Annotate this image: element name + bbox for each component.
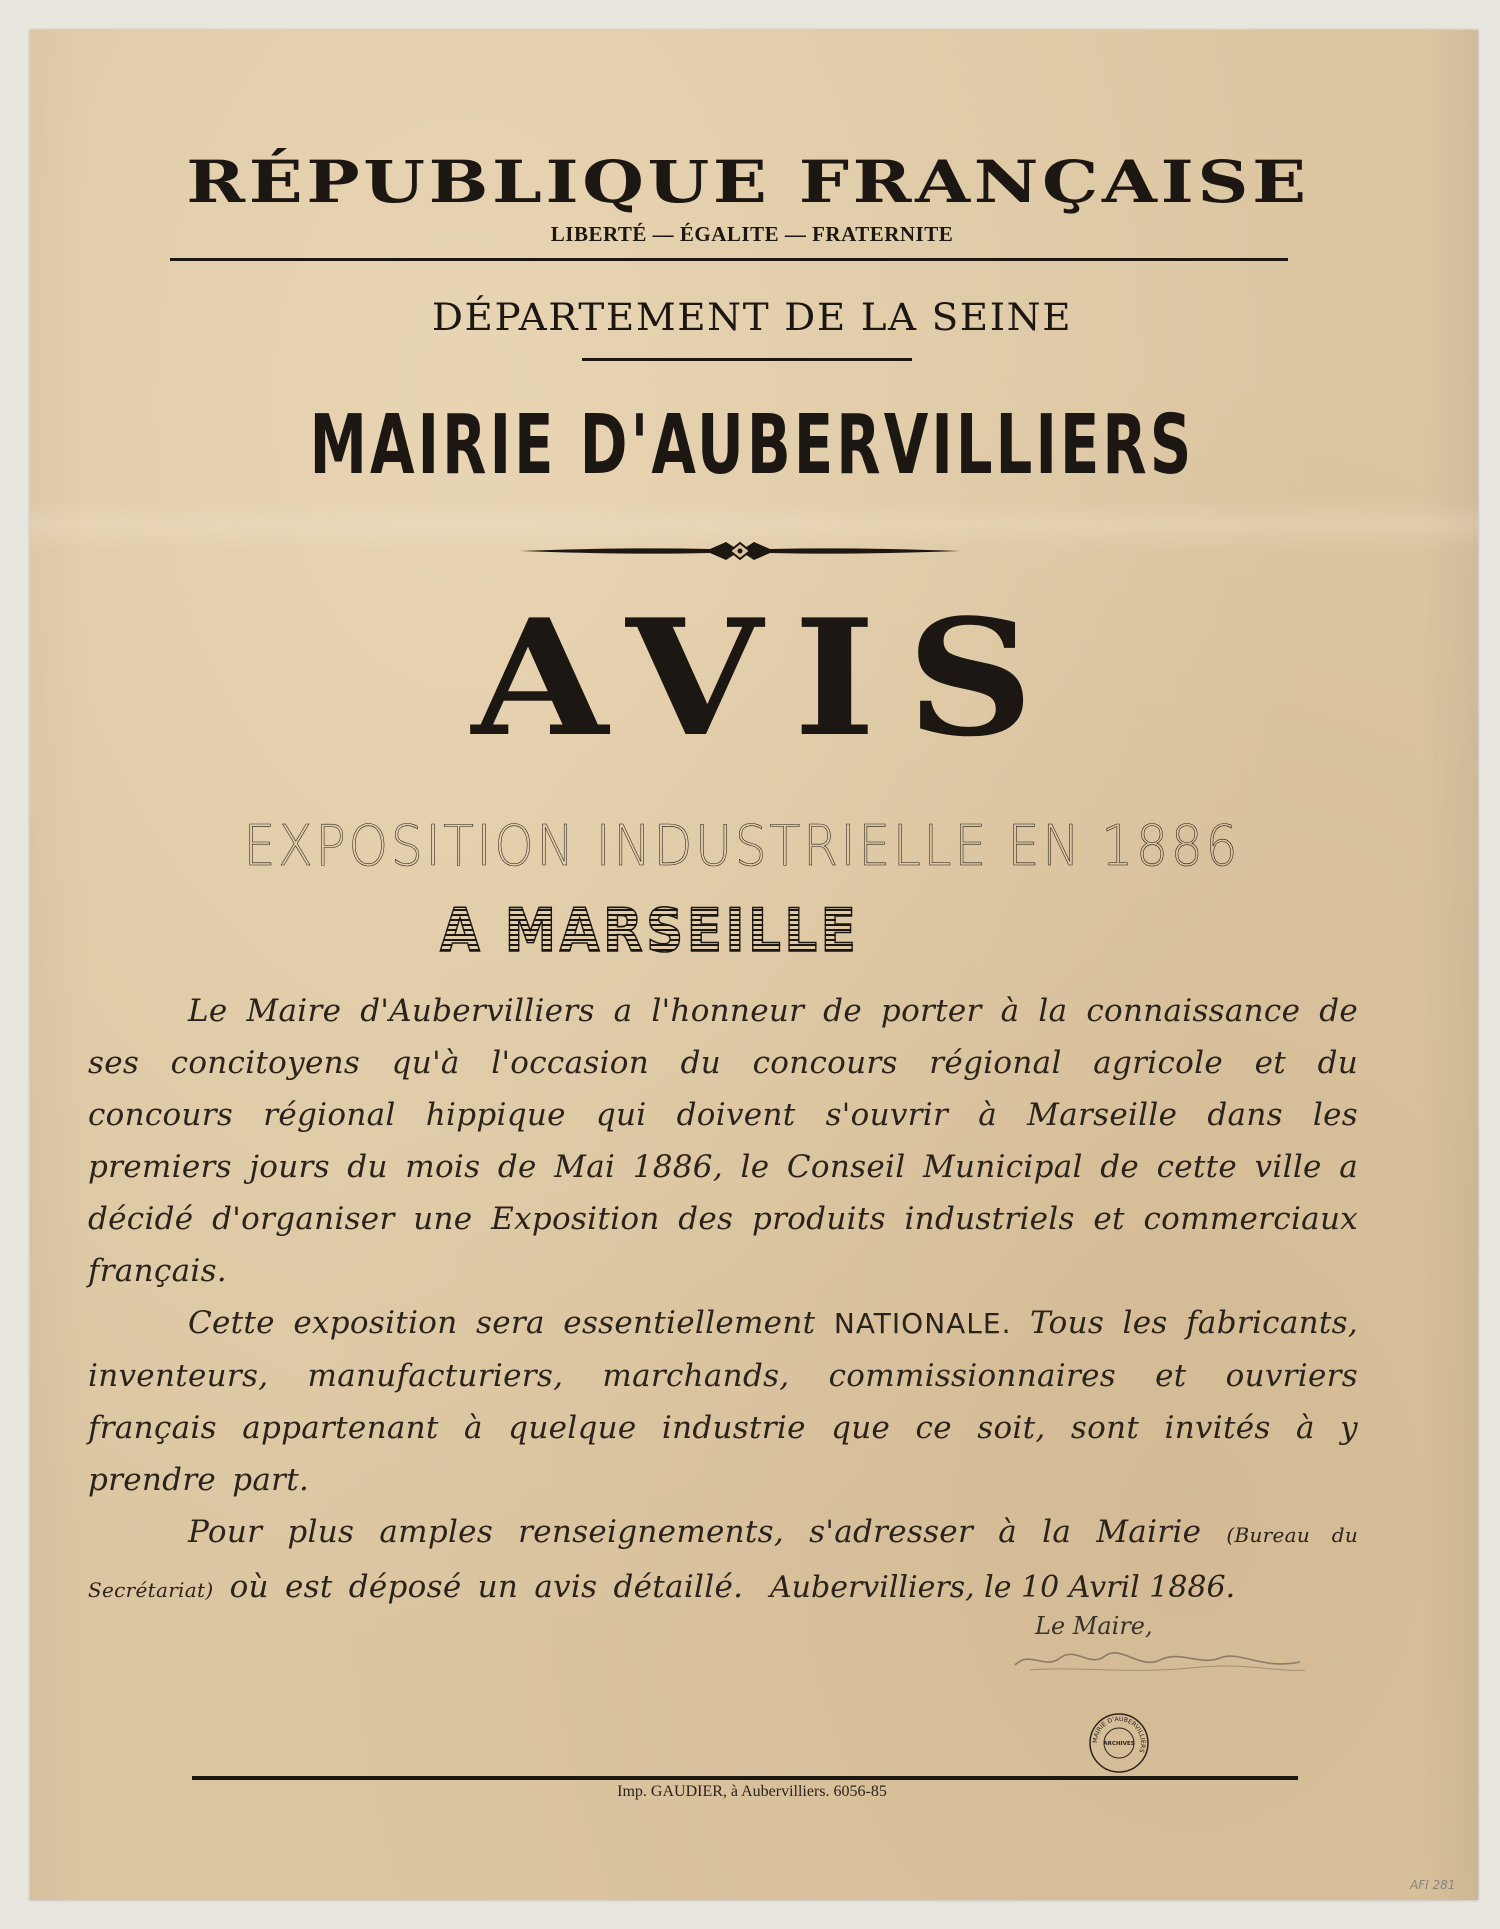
ornament-divider <box>520 536 960 566</box>
department-rule <box>582 358 912 361</box>
avis-heading: AVIS <box>471 584 1065 772</box>
mayor-signature <box>1010 1640 1310 1680</box>
bureau-note: (Bureau du Secrétariat) <box>88 1523 1359 1602</box>
marseille-title: A MARSEILLE <box>440 896 860 966</box>
paragraph-2 <box>88 1297 1358 1506</box>
department-heading: DÉPARTEMENT DE LA SEINE <box>431 296 1073 339</box>
footer-rule <box>192 1776 1298 1780</box>
printer-imprint: Imp. GAUDIER, à Aubervilliers. 6056-85 <box>617 1783 887 1800</box>
paragraph-2-start: Cette exposition sera essentiellement <box>188 1305 816 1341</box>
paragraph-3-end: où est déposé un avis détaillé. <box>229 1569 744 1605</box>
mairie-heading: MAIRIE D'AUBERVILLIERS <box>309 398 1195 493</box>
exposition-title: EXPOSITION INDUSTRIELLE EN 1886 <box>243 814 1241 879</box>
paragraph-2-end: Tous les fabricants, inventeurs, manufacturiers, marchands, commissionnaires et ouvriers français appartenant à quelque industrie que ce soit, sont invités à y prendre part. <box>88 1305 1359 1498</box>
signature-title: Le Maire, <box>1035 1612 1153 1640</box>
notice-body <box>88 985 1358 1616</box>
stamp-ring-text: MAIRIE D'AUBERVILLIERS <box>1091 1715 1147 1754</box>
paragraph-3-start: Pour plus amples renseignements, s'adresser à la Mairie <box>188 1514 1202 1550</box>
paragraph-1: Le Maire d'Aubervilliers a l'honneur de porter à la connaissance de ses concitoyens qu'à l'occasion du concours régional agricole et du concours régional hippique qui doivent s'ouvrir à Marseille dans les premiers jours du mois de Mai 1886, le Conseil Municipal de cette ville a décidé d'organiser une Exposition des produits industriels et commerciaux français. <box>88 993 1358 1289</box>
motto: LIBERTÉ — ÉGALITE — FRATERNITE <box>550 222 954 246</box>
catalog-mark: AFI 281 <box>1410 1878 1456 1892</box>
date-line: Aubervilliers, le 10 Avril 1886. <box>770 1570 1236 1605</box>
header-rule <box>170 258 1288 261</box>
republic-title: RÉPUBLIQUE FRANÇAISE <box>186 148 1310 216</box>
archives-stamp <box>1088 1712 1150 1774</box>
national-word: NATIONALE. <box>833 1307 1012 1340</box>
stamp-center-text: ARCHIVES <box>1103 1741 1135 1747</box>
